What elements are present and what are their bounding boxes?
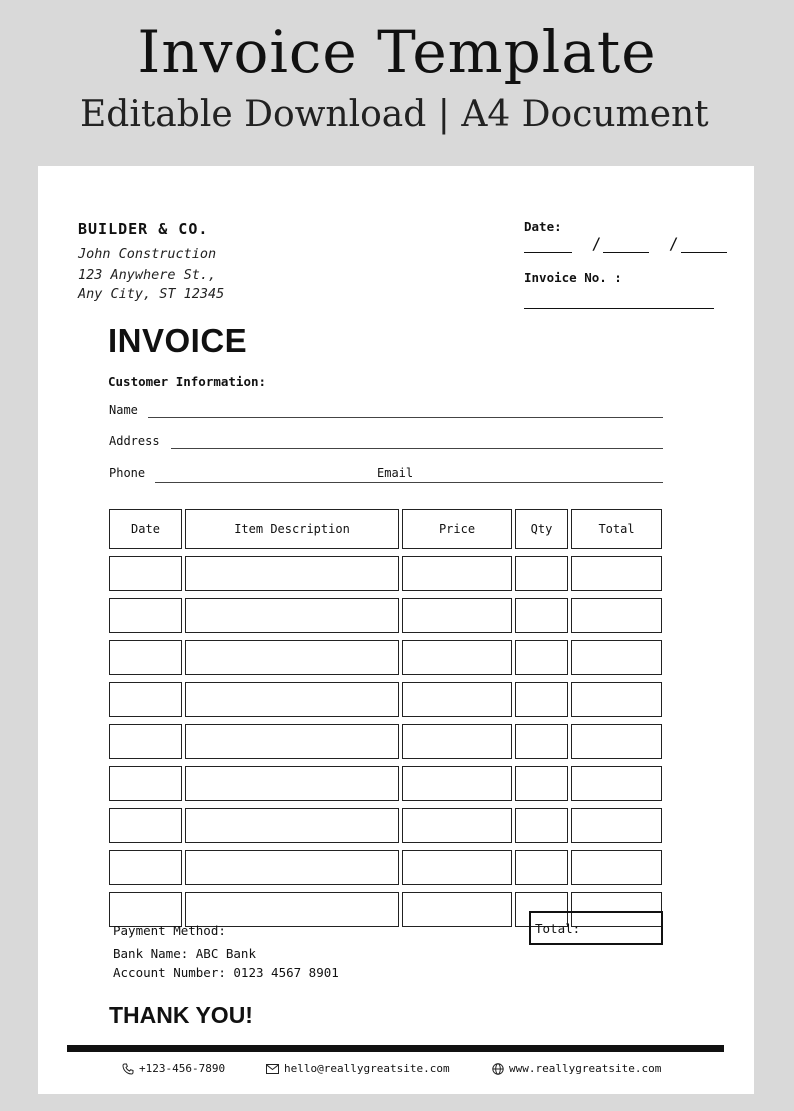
cell-item-description[interactable] xyxy=(185,892,399,927)
date-month-blank[interactable] xyxy=(603,234,649,253)
cell-total[interactable] xyxy=(571,766,662,801)
cell-total[interactable] xyxy=(571,598,662,633)
name-label: Name xyxy=(109,403,138,417)
cell-date[interactable] xyxy=(109,766,182,801)
footer-email-text: hello@reallygreatsite.com xyxy=(284,1062,450,1075)
cell-date[interactable] xyxy=(109,892,182,927)
cell-qty[interactable] xyxy=(515,724,568,759)
footer-phone xyxy=(122,1062,225,1075)
cell-price[interactable] xyxy=(402,682,512,717)
company-address-line2: Any City, ST 12345 xyxy=(78,286,225,302)
cell-price[interactable] xyxy=(402,640,512,675)
banner-title: Invoice Template xyxy=(137,18,657,86)
table-header-row xyxy=(109,509,662,549)
account-number: Account Number: 0123 4567 8901 xyxy=(113,965,339,980)
invoice-sheet xyxy=(38,166,754,1094)
date-separator: / xyxy=(591,234,602,253)
invoice-heading: INVOICE xyxy=(108,322,248,359)
cell-price[interactable] xyxy=(402,724,512,759)
cell-qty[interactable] xyxy=(515,808,568,843)
company-contact: John Construction xyxy=(78,246,217,262)
column-header-price: Price xyxy=(402,509,512,549)
cell-item-description[interactable] xyxy=(185,556,399,591)
cell-date[interactable] xyxy=(109,556,182,591)
grand-total-box[interactable] xyxy=(529,911,663,945)
cell-date[interactable] xyxy=(109,682,182,717)
email-label: Email xyxy=(377,466,414,480)
invoice-number-label: Invoice No. : xyxy=(524,270,622,285)
phone-label: Phone xyxy=(109,466,146,480)
cell-total[interactable] xyxy=(571,556,662,591)
footer-email xyxy=(266,1062,450,1075)
cell-item-description[interactable] xyxy=(185,766,399,801)
items-table xyxy=(106,502,665,934)
mail-icon xyxy=(266,1064,279,1074)
table-row xyxy=(109,724,662,759)
cell-item-description[interactable] xyxy=(185,724,399,759)
cell-qty[interactable] xyxy=(515,556,568,591)
cell-date[interactable] xyxy=(109,640,182,675)
cell-qty[interactable] xyxy=(515,598,568,633)
phone-email-field[interactable] xyxy=(155,482,663,483)
cell-qty[interactable] xyxy=(515,850,568,885)
table-row xyxy=(109,556,662,591)
name-field[interactable] xyxy=(148,417,663,418)
cell-item-description[interactable] xyxy=(185,808,399,843)
grand-total-label: Total: xyxy=(535,921,581,936)
date-year-blank[interactable] xyxy=(681,234,727,253)
date-separator: / xyxy=(668,234,679,253)
footer-divider xyxy=(67,1045,724,1052)
phone-icon xyxy=(122,1063,134,1075)
cell-qty[interactable] xyxy=(515,640,568,675)
cell-date[interactable] xyxy=(109,808,182,843)
cell-item-description[interactable] xyxy=(185,640,399,675)
cell-item-description[interactable] xyxy=(185,850,399,885)
cell-price[interactable] xyxy=(402,808,512,843)
cell-date[interactable] xyxy=(109,724,182,759)
cell-item-description[interactable] xyxy=(185,598,399,633)
table-row xyxy=(109,808,662,843)
cell-qty[interactable] xyxy=(515,682,568,717)
cell-qty[interactable] xyxy=(515,766,568,801)
table-row xyxy=(109,640,662,675)
column-header-date: Date xyxy=(109,509,182,549)
table-row xyxy=(109,766,662,801)
date-field[interactable] xyxy=(524,234,727,253)
cell-total[interactable] xyxy=(571,640,662,675)
cell-total[interactable] xyxy=(571,724,662,759)
company-address-line1: 123 Anywhere St., xyxy=(78,267,217,283)
cell-price[interactable] xyxy=(402,892,512,927)
table-row xyxy=(109,598,662,633)
thank-you-text: THANK YOU! xyxy=(109,1002,253,1028)
column-header-item-description: Item Description xyxy=(185,509,399,549)
cell-total[interactable] xyxy=(571,808,662,843)
cell-price[interactable] xyxy=(402,850,512,885)
address-field[interactable] xyxy=(171,448,663,449)
column-header-qty: Qty xyxy=(515,509,568,549)
date-label: Date: xyxy=(524,219,562,234)
cell-item-description[interactable] xyxy=(185,682,399,717)
cell-date[interactable] xyxy=(109,598,182,633)
payment-method-label: Payment Method: xyxy=(113,923,226,938)
cell-total[interactable] xyxy=(571,850,662,885)
address-label: Address xyxy=(109,434,160,448)
cell-total[interactable] xyxy=(571,682,662,717)
footer-phone-text: +123-456-7890 xyxy=(139,1062,226,1075)
date-day-blank[interactable] xyxy=(524,234,572,253)
items-table-body xyxy=(109,556,662,927)
column-header-total: Total xyxy=(571,509,662,549)
banner-subtitle: Editable Download | A4 Document xyxy=(80,94,709,135)
cell-price[interactable] xyxy=(402,766,512,801)
company-name: BUILDER & CO. xyxy=(78,220,209,238)
footer-website xyxy=(492,1062,661,1075)
globe-icon xyxy=(492,1063,504,1075)
cell-price[interactable] xyxy=(402,598,512,633)
footer-website-text: www.reallygreatsite.com xyxy=(509,1062,662,1075)
table-row xyxy=(109,850,662,885)
bank-name: Bank Name: ABC Bank xyxy=(113,946,256,961)
customer-info-heading: Customer Information: xyxy=(108,374,267,389)
invoice-number-field[interactable] xyxy=(524,308,714,309)
cell-price[interactable] xyxy=(402,556,512,591)
table-row xyxy=(109,682,662,717)
cell-date[interactable] xyxy=(109,850,182,885)
